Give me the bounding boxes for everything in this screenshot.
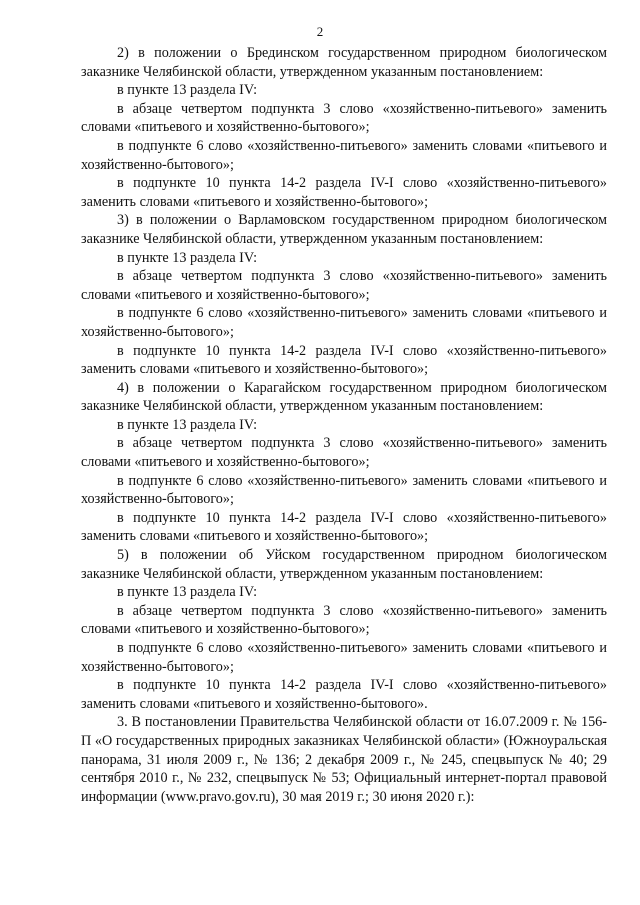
- paragraph-amendment: в подпункте 10 пункта 14-2 раздела IV-I слово «хозяйственно-питьевого» заменить словами «питьевого и хозяйственно-бытового».: [81, 677, 607, 712]
- paragraph-amendment: в абзаце четвертом подпункта 3 слово «хозяйственно-питьевого» заменить словами «питьевого и хозяйственно-бытового»;: [81, 268, 607, 303]
- paragraph-clause-13: в пункте 13 раздела IV:: [117, 584, 258, 601]
- paragraph-clause-13: в пункте 13 раздела IV:: [117, 416, 258, 433]
- document-body: [81, 44, 607, 806]
- paragraph-amendment: в подпункте 10 пункта 14-2 раздела IV-I слово «хозяйственно-питьевого» заменить словами «питьевого и хозяйственно-бытового»;: [81, 342, 607, 378]
- page-number: 2: [316, 24, 324, 39]
- paragraph-amendment: в абзаце четвертом подпункта 3 слово «хозяйственно-питьевого» заменить словами «питьевого и хозяйственно-бытового»;: [81, 435, 607, 471]
- paragraph-clause-13: в пункте 13 раздела IV:: [117, 249, 258, 266]
- paragraph-amendment: в подпункте 6 слово «хозяйственно-питьевого» заменить словами «питьевого и хозяйственно-бытового»;: [81, 305, 607, 340]
- paragraph-item-5-heading: 5) в положении об Уйском государственном природном биологическом заказнике Челябинской области, утвержденном указанным постановлением:: [81, 547, 607, 582]
- paragraph-item-3-heading: 3) в положении о Варламовском государственном природном биологическом заказнике Челябинской области, утвержденном указанным постановлением:: [81, 212, 607, 247]
- paragraph-amendment: в подпункте 6 слово «хозяйственно-питьевого» заменить словами «питьевого и хозяйственно-бытового»;: [81, 472, 607, 508]
- paragraph-section-3: 3. В постановлении Правительства Челябинской области от 16.07.2009 г. № 156-П «О государственных природных заказниках Челябинской области» (Южноуральская панорама, 31 июля 2009 г., № 136; 2 декабря 2009 г., № 245, спецвыпуск № 40; 29 сентября 2010 г., № 232, спецвыпуск № 53; Официальный интернет-портал правовой информации (www.pravo.gov.ru), 30 мая 2019 г.; 30 июня 2020 г.):: [81, 714, 607, 805]
- paragraph-clause-13: в пункте 13 раздела IV:: [117, 82, 258, 99]
- paragraph-item-2-heading: 2) в положении о Брединском государственном природном биологическом заказнике Челябинской области, утвержденном указанным постановлением:: [81, 45, 607, 80]
- paragraph-amendment: в абзаце четвертом подпункта 3 слово «хозяйственно-питьевого» заменить словами «питьевого и хозяйственно-бытового»;: [81, 602, 607, 638]
- paragraph-amendment: в подпункте 6 слово «хозяйственно-питьевого» заменить словами «питьевого и хозяйственно-бытового»;: [81, 640, 607, 675]
- paragraph-amendment: в абзаце четвертом подпункта 3 слово «хозяйственно-питьевого» заменить словами «питьевого и хозяйственно-бытового»;: [81, 100, 607, 136]
- paragraph-amendment: в подпункте 10 пункта 14-2 раздела IV-I слово «хозяйственно-питьевого» заменить словами «питьевого и хозяйственно-бытового»;: [81, 509, 607, 545]
- paragraph-amendment: в подпункте 10 пункта 14-2 раздела IV-I слово «хозяйственно-питьевого» заменить словами «питьевого и хозяйственно-бытового»;: [81, 175, 607, 210]
- paragraph-item-4-heading: 4) в положении о Карагайском государственном природном биологическом заказнике Челябинской области, утвержденном указанным постановлением:: [81, 379, 607, 415]
- paragraph-amendment: в подпункте 6 слово «хозяйственно-питьевого» заменить словами «питьевого и хозяйственно-бытового»;: [81, 137, 607, 173]
